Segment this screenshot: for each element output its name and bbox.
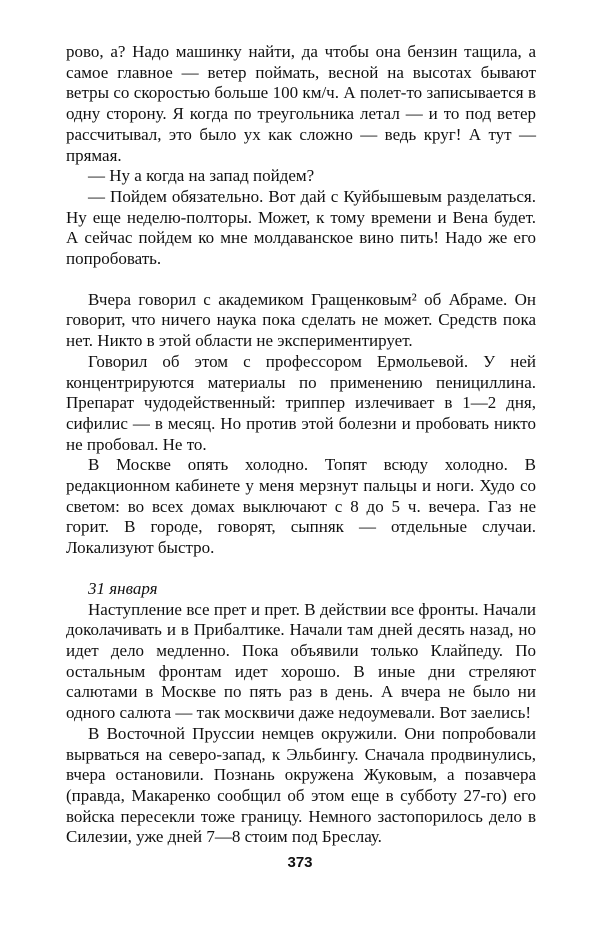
page-body — [66, 42, 536, 848]
paragraph-5: Говорил об этом с профессором Ермольевой. У ней концентрируются материалы по применению пенициллина. Препарат чудодейственный: триппер излечивает в 1—2 дня, сифилис — в месяц. Но против этой болезни и пробовать никто не пробовал. Не то. — [66, 351, 536, 454]
paragraph-2: — Ну а когда на запад пойдем? — [88, 166, 315, 186]
paragraph-1: рово, а? Надо машинку найти, да чтобы она бензин тащила, а самое главное — ветер поймать, весной на высотах бывают ветры со скоростью больше 100 км/ч. А полет-то записывается в одну сторону. Я когда по треугольника летал — и то под ветер рассчитывал, это было ух как сложно — ведь круг! А тут — прямая. — [66, 42, 536, 165]
paragraph-8: В Восточной Пруссии немцев окружили. Они попробовали вырваться на северо-запад, к Эльбингу. Сначала продвинулись, вчера остановили. Познань окружена Жуковым, а позавчера (правда, Макаренко сообщил об этом еще в субботу 27-го) его войска пересекли тоже границу. Немного застопорилось дело в Силезии, уже дней 7—8 стоим под Бреслау. — [66, 723, 536, 847]
paragraph-6: В Москве опять холодно. Топят всюду холодно. В редакционном кабинете у меня мерзнут пальцы и ноги. Худо со светом: во всех домах выключают с 8 до 5 ч. вечера. Газ не горит. В городе, говорят, сыпняк — отдельные случаи. Локализуют быстро. — [66, 455, 536, 558]
dated-entry — [66, 579, 536, 848]
date-heading: 31 января — [88, 578, 158, 598]
paragraph-4: Вчера говорил с академиком Гращенковым² об Абраме. Он говорит, что ничего наука пока сделать не может. Средств пока нет. Никто в этой области не экспериментирует. — [66, 289, 536, 351]
page-number: 373 — [287, 854, 313, 871]
paragraph-7: Наступление все прет и прет. В действии все фронты. Начали доколачивать и в Прибалтике. Начали там дней десять назад, но идет дело медленно. Пока объявили только Клайпеду. По остальным фронтам идет хорошо. В иные дни стреляют салютами в Москве по пять раз в день. А вчера не было ни одного салюта — так москвичи даже недоумевали. Вот заелись! — [66, 599, 536, 723]
paragraph-3: — Пойдем обязательно. Вот дай с Куйбышевым разделаться. Ну еще неделю-полторы. Может, к тому времени и Вена будет. А сейчас пойдем ко мне молдаванское вино пить! Надо же его попробовать. — [66, 186, 536, 269]
